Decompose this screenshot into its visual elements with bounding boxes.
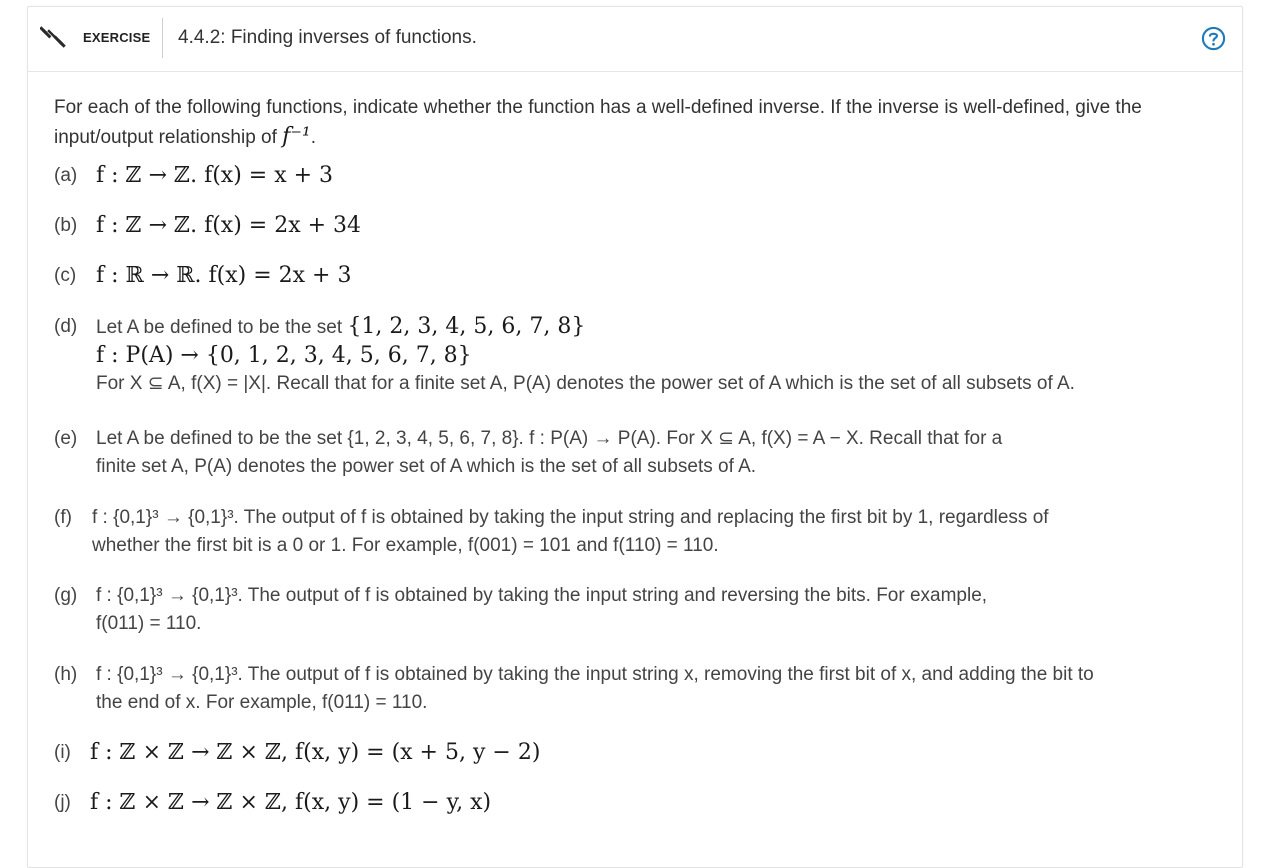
item-label: (g)	[54, 585, 78, 606]
item-body	[96, 582, 1226, 638]
item-math: f : ℤ × ℤ → ℤ × ℤ, f(x, y) = (x + 5, y − 2)	[90, 740, 541, 765]
item-label: (d)	[54, 316, 78, 337]
item-label: (c)	[54, 265, 77, 286]
item-line: f : P(A) → {0, 1, 2, 3, 4, 5, 6, 7, 8}	[96, 343, 472, 368]
item-line: For X ⊆ A, f(X) = |X|. Recall that for a finite set A, P(A) denotes the power set of A which is the set of all subsets of A.	[96, 373, 1075, 394]
item-line: whether the first bit is a 0 or 1. For example, f(001) = 101 and f(110) = 110.	[92, 535, 719, 556]
exercise-label: EXERCISE	[83, 30, 151, 45]
item-label: (e)	[54, 428, 78, 449]
dumbbell-icon	[40, 24, 66, 50]
item-label: (h)	[54, 664, 78, 685]
item-math: {1, 2, 3, 4, 5, 6, 7, 8}	[347, 314, 586, 339]
intro-math: f⁻¹	[282, 124, 311, 149]
exercise-card	[27, 6, 1243, 868]
exercise-header	[28, 7, 1242, 72]
item-body	[96, 425, 1226, 481]
item-line: Let A be defined to be the set {1, 2, 3, 4, 5, 6, 7, 8}. f : P(A) → P(A). For X ⊆ A, f(X) = A − X. Recall that for a	[96, 428, 1003, 449]
item-text: Let A be defined to be the set	[96, 317, 343, 338]
intro-end: .	[310, 127, 317, 148]
item-math: f : ℝ → ℝ. f(x) = 2x + 3	[96, 263, 352, 288]
item-body	[92, 504, 1222, 560]
intro-paragraph	[54, 93, 1214, 152]
intro-text: For each of the following functions, indicate whether the function has a well-defined inverse. If the inverse is well-defined, give the input/output relationship of	[54, 97, 1142, 148]
exercise-title: 4.4.2: Finding inverses of functions.	[178, 27, 477, 48]
item-line: f : {0,1}³ → {0,1}³. The output of f is obtained by taking the input string and replacing the first bit by 1, regardless of	[92, 507, 1049, 528]
item-line: f : {0,1}³ → {0,1}³. The output of f is obtained by taking the input string x, removing the first bit of x, and adding the bit to	[96, 664, 1094, 685]
item-label: (a)	[54, 165, 78, 186]
item-body	[96, 661, 1226, 717]
item-line: f : {0,1}³ → {0,1}³. The output of f is obtained by taking the input string and reversing the bits. For example,	[96, 585, 988, 606]
item-label: (j)	[54, 792, 71, 813]
item-body	[96, 313, 1226, 398]
item-math: f : ℤ × ℤ → ℤ × ℤ, f(x, y) = (1 − y, x)	[90, 790, 492, 815]
item-label: (f)	[54, 507, 72, 528]
item-label: (i)	[54, 742, 71, 763]
item-label: (b)	[54, 215, 78, 236]
help-icon[interactable]	[1201, 26, 1226, 51]
item-line: f(011) = 110.	[96, 613, 202, 634]
item-math: f : ℤ → ℤ. f(x) = 2x + 34	[96, 213, 362, 238]
item-line	[96, 313, 1226, 342]
item-math: f : ℤ → ℤ. f(x) = x + 3	[96, 163, 334, 188]
header-divider	[162, 18, 163, 58]
item-line: finite set A, P(A) denotes the power set of A which is the set of all subsets of A.	[96, 456, 757, 477]
item-line: the end of x. For example, f(011) = 110.	[96, 692, 428, 713]
